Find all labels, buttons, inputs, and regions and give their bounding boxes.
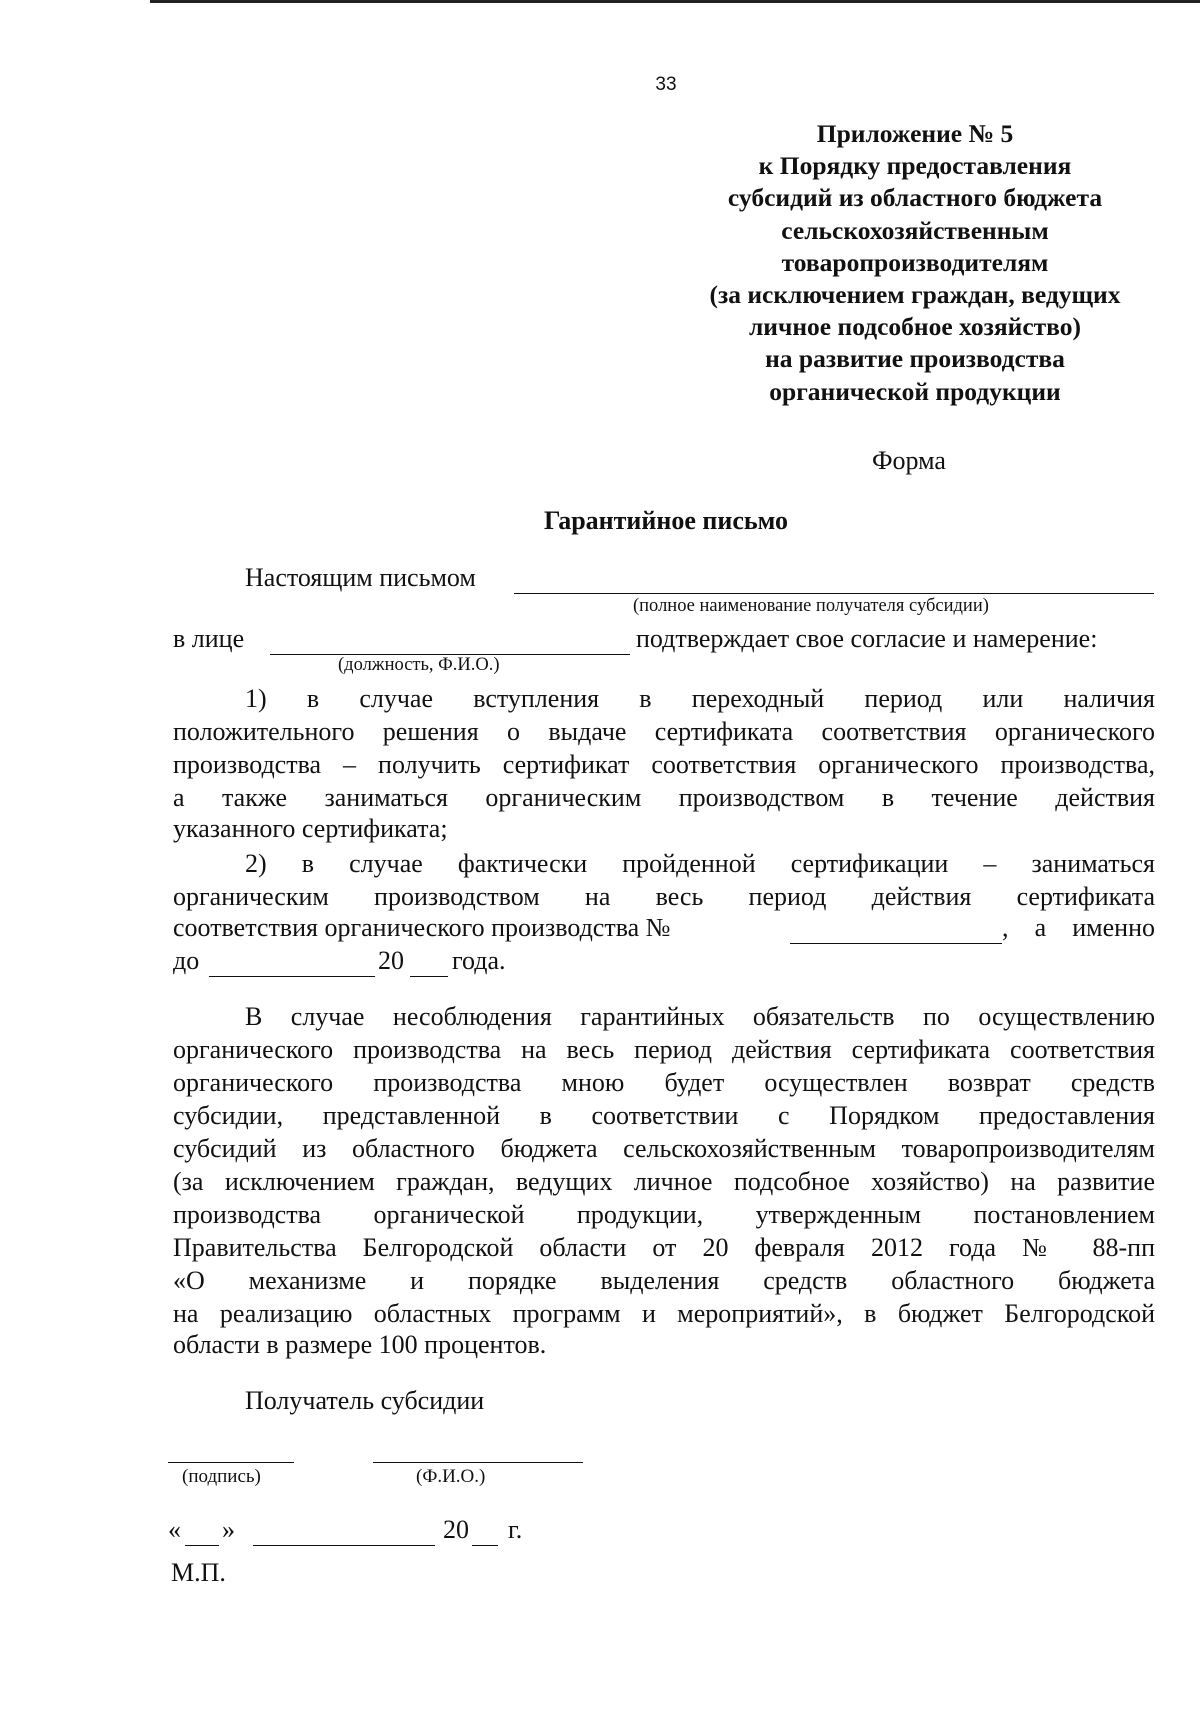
item2-namely-text: , а именно <box>1002 913 1155 942</box>
appendix-line: на развитие производства <box>765 344 1065 374</box>
scan-top-border <box>150 0 1200 3</box>
document-title: Гарантийное письмо <box>543 506 789 535</box>
recipient-caption: (полное наименование получателя субсидии) <box>633 596 989 616</box>
confirms-text: подтверждает свое согласие и намерение: <box>636 624 1098 653</box>
date-open-quote: « <box>168 1515 181 1544</box>
paragraph-line: «О механизме и порядке выделения средств областного бюджета <box>173 1266 1155 1295</box>
form-label: Форма <box>872 446 946 475</box>
date-close-quote: » <box>222 1515 235 1544</box>
intro-lead: Настоящим письмом <box>245 563 476 592</box>
item1-line: производства – получить сертификат соответствия органического производства, <box>173 750 1155 779</box>
appendix-line: товаропроизводителям <box>781 247 1049 277</box>
appendix-line: к Порядку предоставления <box>758 151 1072 181</box>
item1-line: 1) в случае вступления в переходный период или наличия <box>245 684 1155 713</box>
item1-line: а также заниматься органическим производством в течение действия <box>173 783 1155 812</box>
full-name-blank[interactable] <box>373 1462 583 1463</box>
appendix-heading <box>650 118 1180 408</box>
item1-line: указанного сертификата; <box>173 814 448 843</box>
stamp-label: М.П. <box>171 1558 226 1587</box>
full-name-caption: (Ф.И.О.) <box>416 1466 486 1487</box>
paragraph-line: области в размере 100 процентов. <box>173 1330 547 1359</box>
page-number: 33 <box>655 74 677 95</box>
signature-blank[interactable] <box>168 1462 294 1463</box>
until-date-blank[interactable] <box>209 976 375 977</box>
appendix-line: субсидий из областного бюджета <box>727 183 1103 213</box>
in-person-label: в лице <box>173 624 245 653</box>
until-year-blank[interactable] <box>410 976 448 977</box>
paragraph-line: Правительства Белгородской области от 20 февраля 2012 года № 88-пп <box>173 1233 1155 1262</box>
item1-line: положительного решения о выдаче сертификата соответствия органического <box>173 717 1155 746</box>
date-year-suffix: г. <box>508 1515 523 1544</box>
paragraph-line: (за исключением граждан, ведущих личное подсобное хозяйство) на развитие <box>173 1167 1155 1196</box>
date-day-blank[interactable] <box>185 1545 219 1546</box>
recipient-name-blank[interactable] <box>514 593 1154 594</box>
certificate-number-blank[interactable] <box>790 943 1002 944</box>
until-year-suffix: года. <box>452 946 506 975</box>
paragraph-line: органического производства мною будет осуществлен возврат средств <box>173 1068 1155 1097</box>
appendix-line: (за исключением граждан, ведущих <box>709 280 1121 310</box>
appendix-line: сельскохозяйственным <box>781 215 1049 245</box>
signature-caption: (подпись) <box>182 1466 261 1487</box>
paragraph-line: производства органической продукции, утвержденным постановлением <box>173 1200 1155 1229</box>
paragraph-line: на реализацию областных программ и мероприятий», в бюджет Белгородской <box>173 1299 1155 1328</box>
until-year-prefix: 20 <box>378 946 404 975</box>
position-caption: (должность, Ф.И.О.) <box>338 655 500 675</box>
date-year-prefix: 20 <box>443 1515 469 1544</box>
item2-line: органическим производством на весь период действия сертификата <box>173 882 1155 911</box>
item2-line: 2) в случае фактически пройденной сертификации – заниматься <box>245 849 1155 878</box>
date-month-blank[interactable] <box>253 1545 435 1546</box>
paragraph-line: субсидий из областного бюджета сельскохозяйственным товаропроизводителям <box>173 1134 1155 1163</box>
paragraph-line: субсидии, представленной в соответствии с Порядком предоставления <box>173 1101 1155 1130</box>
appendix-line: органической продукции <box>769 376 1061 406</box>
paragraph-line: В случае несоблюдения гарантийных обязательств по осуществлению <box>245 1002 1155 1031</box>
date-year-blank[interactable] <box>472 1545 498 1546</box>
item2-certificate-text: соответствия органического производства № <box>173 913 671 942</box>
recipient-label: Получатель субсидии <box>245 1386 485 1415</box>
paragraph-line: органического производства на весь период действия сертификата соответствия <box>173 1035 1155 1064</box>
until-label: до <box>173 946 200 975</box>
appendix-line: Приложение № 5 <box>816 119 1014 148</box>
appendix-line: личное подсобное хозяйство) <box>748 312 1082 342</box>
